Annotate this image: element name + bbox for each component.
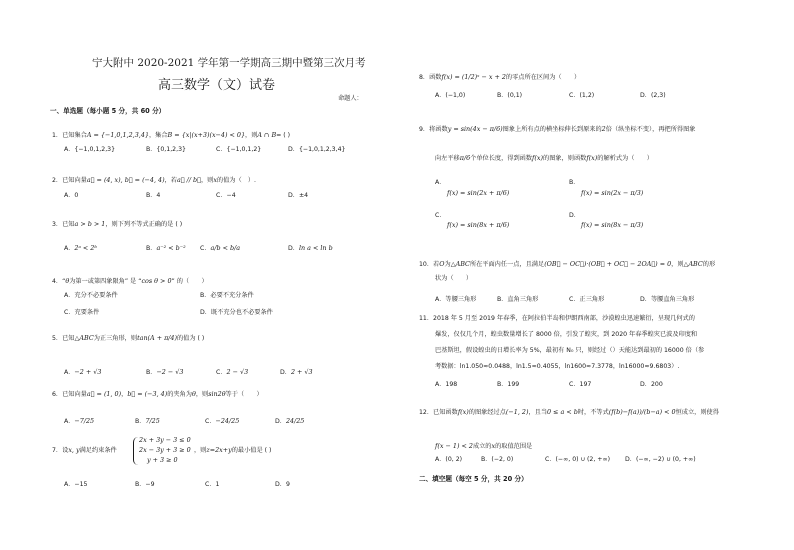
q12-stem-c: ，且当 [528, 409, 548, 416]
q6-vector-a: a⃗ = (1, 0) [86, 390, 122, 398]
q11-line-2: 爆发，仅仅几个月，蝗虫数量增长了 8000 倍，引发了蝗灾，到 2020 年春季蝗灾已波及印度和 [435, 331, 698, 338]
q7-vars: x, y [68, 446, 80, 454]
q5-option-a: A．−2 + √3 [64, 368, 102, 376]
q9-option-d-label: D． [569, 212, 580, 219]
q1-expr: A ∩ B [257, 131, 277, 139]
q9-fx2: f(x) [586, 154, 598, 162]
q7-option-c: C．1 [205, 481, 220, 488]
q6-stem-a: 6．已知向量 [52, 391, 87, 398]
q9-factor: 2 [601, 125, 606, 133]
q10-option-d: D．等腰直角三角形 [640, 296, 695, 303]
q7-option-a: A．−15 [64, 481, 88, 488]
q9-option-a: f(x) = sin(2x + π/6) [447, 189, 510, 197]
q2-var: x [213, 176, 217, 184]
q3-stem-b: ，则下列不等式正确的是 ( ) [105, 221, 183, 228]
q1-set-a: A = {−1,0,1,2,3,4} [86, 131, 149, 139]
q11-line-4: 考数据：ln1.050≈0.0488，ln1.5≈0.4055，ln1600≈7.3778，ln16000≈9.6803）. [435, 363, 680, 370]
q6-theta: θ [191, 390, 196, 398]
q7-stem-d: 的最小值是 ( ) [231, 447, 272, 454]
q4-option-d: D．既不充分也不必要条件 [200, 309, 273, 316]
q4-stem-c: ” 的（ ） [171, 278, 208, 285]
q7-constraint-3: y + 3 ≥ 0 [147, 456, 178, 464]
q9-option-a-label: A． [435, 179, 446, 186]
q12-var: x [491, 442, 496, 450]
author-label: 命题人： [338, 95, 363, 102]
q7-constraint-brace [133, 437, 138, 465]
q9-fx: f(x) [532, 154, 544, 162]
q7-stem-c: ，则 [194, 447, 207, 454]
q2-stem-b: ，若 [164, 177, 177, 184]
q10-point-o: O [439, 260, 445, 268]
q11-option-a: A．198 [435, 381, 458, 388]
q7-objective: z=2x+y [206, 446, 232, 454]
q4-option-b: B．必要不充分条件 [200, 292, 254, 299]
q7-stem-b: 满足约束条件 [79, 447, 117, 454]
q3-stem-a: 3．已知 [52, 221, 75, 228]
q4-option-c: C．充要条件 [64, 309, 100, 316]
q10-stem-a: 10．若 [419, 261, 440, 268]
q5-expression: tan(A + π/4) [137, 334, 177, 342]
q9-shift: π/6 [459, 154, 471, 162]
q1-option-d: D．{−1,0,1,2,3,4} [288, 146, 346, 153]
q11-option-c: C．197 [569, 381, 592, 388]
q1-set-b: B = {x|(x+3)(x−4) < 0} [167, 131, 246, 139]
q2-vectors: a⃗ = (4, x), b⃗ = (−4, 4) [86, 176, 165, 184]
q6-option-a: A．−7/25 [64, 417, 95, 425]
exam-title: 宁大附中 2020-2021 学年第一学期高三期中暨第三次月考 [92, 57, 366, 69]
q4-condition: cos θ > 0 [141, 277, 172, 285]
q1-stem-d: = ( ) [276, 132, 291, 139]
q9-stem-c: 倍（纵坐标不变），再把所得图象 [605, 126, 696, 133]
q8-option-d: D．(2,3) [640, 92, 666, 99]
q12-condition: 0 ≤ a < b [547, 408, 578, 416]
q10-triangle: △ABC [450, 260, 470, 268]
q5-option-d: D．2 + √3 [280, 368, 313, 376]
q10-stem-f: 状为（ ） [435, 275, 473, 282]
q9-line2-a: 向左平移 [435, 155, 460, 162]
q9-line2-b: 个单位长度，得到函数 [470, 155, 533, 162]
q5-triangle: △ABC [74, 334, 94, 342]
q8-option-a: A．(−1,0) [435, 92, 466, 99]
section-2-heading: 二、填空题（每空 5 分，共 20 分） [419, 475, 528, 483]
q12-stem-a: 12．已知函数 [419, 409, 458, 416]
q12-inequality: (f(b)−f(a))/(b−a) < 0 [608, 408, 676, 416]
q6-stem-d: ，则 [195, 391, 209, 398]
q10-option-a: A．等腰三角形 [435, 296, 477, 303]
q1-stem-c: ，则 [245, 132, 258, 139]
q3-option-b: B．a⁻² < b⁻² [146, 244, 186, 252]
q12-stem-d: 时，不等式 [577, 409, 609, 416]
q4-option-a: A．充分不必要条件 [64, 292, 118, 299]
q6-stem-b: ， [121, 391, 128, 398]
q1-option-c: C．{−1,0,1,2} [216, 146, 262, 153]
q12-fx: f(x) [457, 408, 469, 416]
q11-line-1: 11．2018 年 5 月至 2019 年春季，在阿拉伯半岛和伊朗西南部，沙漠蝗虫迅速繁衍，呈现几何式的 [419, 315, 695, 322]
q1-stem-a: 1．已知集合 [52, 132, 87, 139]
q8-option-b: B．(0,1) [497, 92, 523, 99]
q3-option-d: D．ln a < ln b [288, 244, 333, 252]
q1-option-b: B．{0,1,2,3} [146, 146, 186, 153]
q9-stem-a: 9．将函数 [419, 126, 448, 133]
q7-option-b: B．−9 [135, 481, 155, 488]
q9-stem-b: 图象上所有点的横坐标伸长到原来的 [502, 126, 602, 133]
q8-option-c: C．(1,2) [569, 92, 595, 99]
q6-option-d: D．24/25 [275, 417, 305, 425]
q6-option-b: B．7/25 [135, 417, 160, 425]
q7-constraint-1: 2x + 3y − 3 ≤ 0 [139, 436, 191, 444]
q1-option-a: A．{−1,0,1,2,3} [64, 146, 116, 153]
q9-option-b-label: B． [569, 179, 580, 186]
q5-option-c: C．2 − √3 [216, 368, 249, 376]
q8-stem-b: 的零点所在区间为（ ） [505, 74, 581, 81]
q11-option-b: B．199 [497, 381, 520, 388]
q6-vector-b: b⃗ = (−3, 4) [127, 390, 168, 398]
section-1-heading: 一、单选题（每小题 5 分，共 60 分） [50, 107, 166, 115]
q9-option-d: f(x) = sin(8x − π/3) [581, 221, 644, 229]
q10-triangle-2: △ABC [683, 260, 703, 268]
q10-stem-c: 所在平面内任一点，且满足 [469, 261, 545, 268]
q4-stem-a: 4．“ [52, 278, 66, 285]
q2-option-a: A．0 [64, 192, 79, 199]
q6-stem-c: 的夹角为 [167, 391, 192, 398]
q5-stem-a: 5．已知 [52, 335, 75, 342]
q4-stem-b: 为第一或第四象限角” 是 “ [69, 278, 142, 285]
q5-stem-c: 的值为 ( ) [177, 335, 205, 342]
q9-line2-c: 的图象，则函数 [543, 155, 587, 162]
q12-point: (−1, 2) [505, 408, 529, 416]
q2-stem-c: ，则 [200, 177, 214, 184]
q2-stem-a: 2．已知向量 [52, 177, 87, 184]
q6-stem-e: 等于（ ） [225, 391, 263, 398]
q8-function: f(x) = (1/2)ˣ − x + 2 [441, 73, 506, 81]
q12-option-b: B．(−2, 0) [481, 456, 514, 463]
q2-option-d: D．±4 [288, 192, 309, 199]
q10-equation: (OB⃗ − OC⃗)·(OB⃗ + OC⃗ − 2OA⃗) = 0 [544, 260, 672, 268]
q10-stem-e: 的形 [702, 261, 716, 268]
q2-option-c: C．−4 [216, 192, 236, 199]
q7-constraint-2: 2x − 3y + 3 ≥ 0 [139, 446, 191, 454]
q12-line2-a: f(x − 1) < 2 [435, 442, 473, 450]
q9-line2-d: 的解析式为（ ） [597, 155, 653, 162]
q3-option-c: C．a/b < b/a [200, 244, 241, 252]
q12-stem-b: 的图象经过点 [468, 409, 506, 416]
q12-stem-e: 恒成立，则使得 [675, 409, 719, 416]
q1-stem-b: ，集合 [148, 132, 168, 139]
q2-option-b: B．4 [146, 192, 161, 199]
q6-option-c: C．−24/25 [205, 417, 240, 425]
q7-option-d: D．9 [275, 481, 290, 488]
q7-stem-a: 7．设 [52, 447, 69, 454]
q9-option-b: f(x) = sin(2x − π/3) [581, 189, 644, 197]
q6-expression: sin2θ [208, 390, 226, 398]
q10-option-c: C．正三角形 [569, 296, 605, 303]
q8-stem-a: 8．函数 [419, 74, 442, 81]
q11-line-3: 巴基斯坦，假设蝗虫的日增长率为 5%，最初有 N₀ 只，则经过（）天能达到最初的 16000 倍（参 [435, 347, 705, 354]
q9-option-c-label: C． [435, 212, 446, 219]
q3-option-a: A．2ᵃ < 2ᵇ [64, 244, 97, 252]
q10-stem-b: 为 [444, 261, 451, 268]
q5-stem-b: 为正三角形，则 [93, 335, 138, 342]
q12-option-d: D．(−∞, −2) ∪ (0, +∞) [625, 456, 696, 463]
q11-option-d: D．200 [640, 381, 663, 388]
q12-line2-b: 成立的 [472, 443, 492, 450]
q12-option-c: C．(−∞, 0) ∪ (2, +∞) [545, 456, 611, 463]
q4-theta: θ [65, 277, 70, 285]
q9-option-c: f(x) = sin(8x + π/6) [447, 221, 510, 229]
exam-subtitle: 高三数学（文）试卷 [158, 78, 276, 93]
q10-stem-d: ，则 [671, 261, 684, 268]
q12-line2-c: 的取值范围是 [495, 443, 533, 450]
q10-option-b: B．直角三角形 [497, 296, 539, 303]
q9-function: y = sin(4x − π/6) [447, 125, 503, 133]
q2-condition: a⃗ // b⃗ [176, 176, 201, 184]
q5-option-b: B．−2 − √3 [146, 368, 184, 376]
q12-option-a: A．(0, 2) [435, 456, 463, 463]
q2-stem-d: 的值为（ ）. [216, 177, 257, 184]
q3-condition: a > b > 1 [74, 220, 106, 228]
